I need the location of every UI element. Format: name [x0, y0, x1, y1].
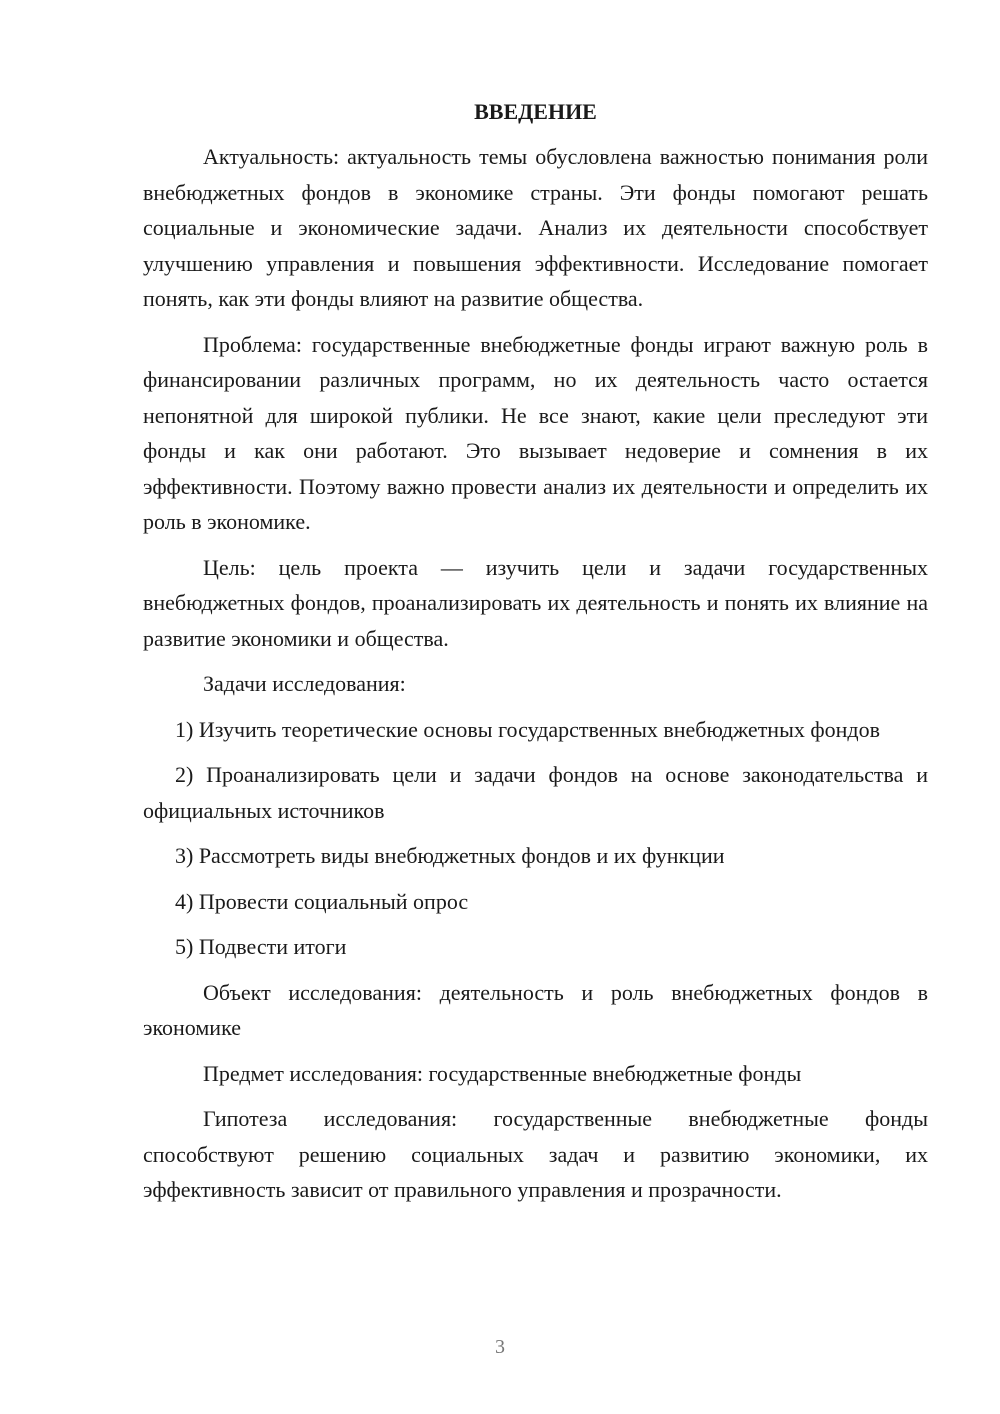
- subject-paragraph: Предмет исследования: государственные внебюджетные фонды: [203, 1060, 802, 1086]
- hypothesis-paragraph: Гипотеза исследования: государственные внебюджетные фонды способствуют решению социальных задач и развитию экономики, их эффективность зависит от правильного управления и прозрачности.: [143, 1106, 928, 1202]
- task-item-3: 3) Рассмотреть виды внебюджетных фондов и их функции: [175, 843, 725, 868]
- task-item-1: 1) Изучить теоретические основы государственных внебюджетных фондов: [175, 716, 880, 742]
- section-heading: ВВЕДЕНИЕ: [474, 99, 597, 124]
- task-item-4: 4) Провести социальный опрос: [175, 888, 469, 914]
- relevance-paragraph: Актуальность: актуальность темы обусловлена важностью понимания роли внебюджетных фондов в экономике страны. Эти фонды помогают решать социальные и экономические задачи. Анализ их деятельности способствует улучшению управления и повышения эффективности. Исследование помогает понять, как эти фонды влияют на развитие общества.: [143, 144, 928, 311]
- task-item-5: 5) Подвести итоги: [175, 934, 347, 959]
- goal-paragraph: Цель: цель проекта — изучить цели и задачи государственных внебюджетных фондов, проанализировать их деятельность и понять их влияние на развитие экономики и общества.: [143, 554, 928, 651]
- page-number: 3: [495, 1336, 505, 1358]
- document-page: [143, 94, 928, 1208]
- problem-paragraph: Проблема: государственные внебюджетные фонды играют важную роль в финансировании различных программ, но их деятельность часто остается непонятной для широкой публики. Не все знают, какие цели преследуют эти фонды и как они работают. Это вызывает недоверие и сомнения в их эффективности. Поэтому важно провести анализ их деятельности и определить их роль в экономике.: [143, 331, 928, 534]
- object-paragraph: Объект исследования: деятельность и роль внебюджетных фондов в экономике: [143, 979, 928, 1040]
- tasks-title: Задачи исследования:: [203, 671, 406, 696]
- task-item-2: 2) Проанализировать цели и задачи фондов на основе законодательства и официальных источников: [143, 762, 928, 823]
